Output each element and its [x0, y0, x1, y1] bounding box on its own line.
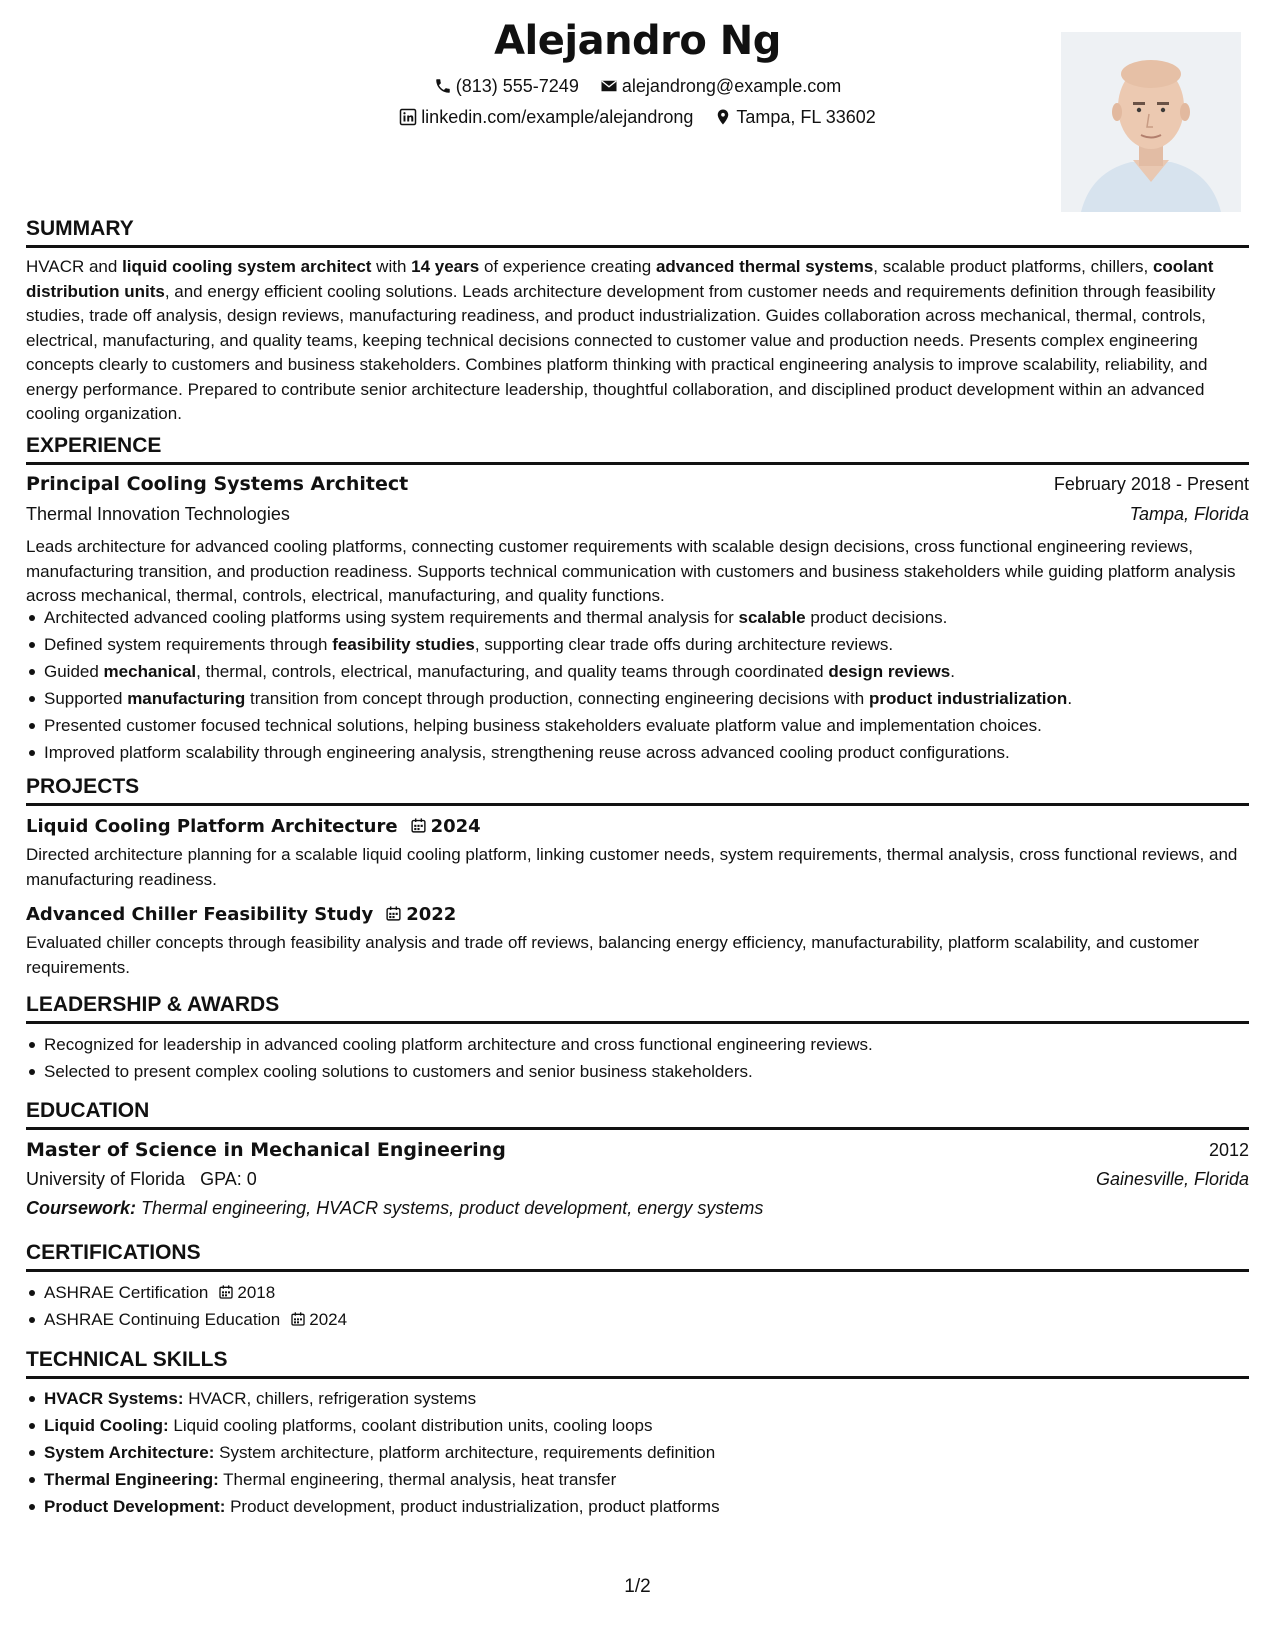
certifications-heading: CERTIFICATIONS — [26, 1241, 1249, 1272]
list-item — [44, 685, 1267, 712]
project-2-year: 2022 — [406, 904, 457, 925]
profile-photo-image — [1061, 32, 1241, 212]
profile-photo — [1061, 32, 1241, 212]
coursework-row — [26, 1196, 1249, 1220]
list-item — [44, 1385, 1267, 1412]
degree-name: Master of Science in Mechanical Engineering — [26, 1139, 506, 1161]
list-item — [44, 739, 1267, 766]
resume-page — [26, 0, 1249, 1650]
coursework-text: Thermal engineering, HVACR systems, product development, energy systems — [141, 1198, 764, 1218]
project-1-header — [26, 814, 1249, 839]
location-text: Tampa, FL 33602 — [736, 107, 876, 127]
text-run: . — [1067, 689, 1073, 708]
calendar-icon — [218, 1284, 234, 1300]
job-description: Leads architecture for advanced cooling platforms, connecting customer requirements with scalable design decisions, cross functional engineering reviews, manufacturing transition, and production readiness. Supports technical communication with customers and business stakeholders while guiding platform analysis across mechanical, thermal, controls, electrical, manufacturing, and quality functions. — [26, 537, 1236, 605]
list-item — [44, 604, 1267, 631]
calendar-icon — [410, 817, 427, 834]
gpa: GPA: 0 — [200, 1169, 257, 1189]
list-item — [44, 658, 1267, 685]
phone-item — [434, 76, 579, 97]
bold-text: advanced thermal systems — [655, 257, 874, 276]
company-name: Thermal Innovation Technologies — [26, 504, 290, 524]
text-run: Defined system requirements through — [44, 635, 333, 654]
text-run: Supported — [44, 689, 128, 708]
text-run: . — [950, 662, 955, 681]
skill-value: Thermal engineering, thermal analysis, heat transfer — [223, 1470, 617, 1489]
leadership-list — [26, 1031, 1267, 1085]
skill-value: HVACR, chillers, refrigeration systems — [188, 1389, 477, 1408]
list-item — [44, 1306, 1267, 1333]
bold-text: coolant distribution units — [26, 257, 1214, 301]
bold-text: product industrialization — [868, 689, 1068, 708]
location-item — [714, 107, 875, 128]
text-run: HVACR and — [26, 257, 123, 276]
list-item: Recognized for leadership in advanced cooling platform architecture and cross functional engineering reviews. — [44, 1031, 1267, 1058]
school-location: Gainesville, Florida — [1095, 1169, 1249, 1189]
summary-text — [26, 255, 1249, 427]
leadership-heading: LEADERSHIP & AWARDS — [26, 993, 1249, 1024]
calendar-icon — [385, 905, 402, 922]
text-run: Architected advanced cooling platforms using system requirements and thermal analysis for — [44, 608, 739, 627]
text-run: , supporting clear trade offs during architecture reviews. — [474, 635, 894, 654]
map-pin-icon — [714, 108, 732, 126]
bold-text: scalable — [738, 608, 806, 627]
list-item: Selected to present complex cooling solutions to customers and senior business stakeholders. — [44, 1058, 1267, 1085]
job-bullets — [26, 604, 1267, 766]
list-item — [44, 1439, 1267, 1466]
job-header — [26, 472, 1249, 496]
list-item — [44, 1279, 1267, 1306]
linkedin-icon — [399, 108, 417, 126]
school-name: University of Florida — [26, 1169, 186, 1189]
linkedin-item — [399, 107, 693, 128]
envelope-icon — [600, 77, 618, 95]
experience-heading: EXPERIENCE — [26, 434, 1249, 465]
project-2-name: Advanced Chiller Feasibility Study — [26, 904, 374, 925]
text-run: Guided — [44, 662, 104, 681]
bold-text: mechanical — [103, 662, 197, 681]
phone-icon — [434, 77, 452, 95]
text-run: transition from concept through production, connecting engineering decisions with — [245, 689, 869, 708]
list-item — [44, 1493, 1267, 1520]
text-run: , scalable product platforms, chillers, — [873, 257, 1153, 276]
page-number: 1/2 — [624, 1576, 651, 1597]
text-run: with — [371, 257, 412, 276]
coursework-label: Coursework: — [26, 1198, 137, 1218]
bold-text: liquid cooling system architect — [122, 257, 372, 276]
text-run: product decisions. — [805, 608, 948, 627]
project-2-header — [26, 902, 1249, 927]
job-title: Principal Cooling Systems Architect — [26, 473, 409, 495]
cert-year: 2024 — [309, 1310, 348, 1329]
skill-value: System architecture, platform architecture, requirements definition — [219, 1443, 716, 1462]
skill-value: Product development, product industrialization, product platforms — [230, 1497, 720, 1516]
text-run: Presented customer focused technical solutions, helping business stakeholders evaluate platform value and implementation choices. — [44, 716, 1042, 735]
bold-text: manufacturing — [127, 689, 246, 708]
list-item — [44, 1412, 1267, 1439]
bold-text: feasibility studies — [332, 635, 475, 654]
skill-label: HVACR Systems: — [44, 1389, 184, 1408]
skill-label: Liquid Cooling: — [44, 1416, 169, 1435]
education-heading: EDUCATION — [26, 1099, 1249, 1130]
cert-name: ASHRAE Continuing Education — [44, 1310, 281, 1329]
skills-list — [26, 1385, 1267, 1520]
job-location: Tampa, Florida — [1129, 504, 1249, 524]
job-dates: February 2018 - Present — [1053, 474, 1249, 494]
school-row — [26, 1167, 1249, 1191]
text-run: of experience creating — [479, 257, 656, 276]
text-run: , and energy efficient cooling solutions. Leads architecture development from customer needs and requirements definition through feasibility studies, trade off analysis, design reviews, manufacturing readiness, and product industrialization. Guides collaboration across mechanical, thermal, controls, electrical, manufacturing, and quality teams, keeping technical decisions connected to customer value and production needs. Presents complex engineering concepts clearly to customers and business stakeholders. Combines platform thinking with practical engineering analysis to improve scalability, reliability, and energy performance. Prepared to contribute senior architecture leadership, thoughtful collaboration, and disciplined product development within an advanced cooling organization. — [26, 281, 1216, 423]
skill-label: Product Development: — [44, 1497, 226, 1516]
list-item — [44, 712, 1267, 739]
projects-heading: PROJECTS — [26, 775, 1249, 806]
text-run: , thermal, controls, electrical, manufacturing, and quality teams through coordinated — [196, 662, 829, 681]
email-item — [600, 76, 841, 97]
skill-label: Thermal Engineering: — [44, 1470, 219, 1489]
calendar-icon — [290, 1311, 306, 1327]
degree-year: 2012 — [1208, 1140, 1249, 1160]
skill-value: Liquid cooling platforms, coolant distribution units, cooling loops — [173, 1416, 653, 1435]
project-1-year: 2024 — [430, 816, 481, 837]
email-text[interactable]: alejandrong@example.com — [621, 76, 842, 96]
phone-text[interactable]: (813) 555-7249 — [455, 76, 579, 96]
degree-row — [26, 1138, 1249, 1162]
company-row — [26, 502, 1249, 526]
candidate-name: Alejandro Ng — [494, 18, 781, 64]
summary-heading: SUMMARY — [26, 217, 1249, 248]
bold-text: 14 years — [411, 257, 480, 276]
cert-year: 2018 — [237, 1283, 276, 1302]
list-item — [44, 1466, 1267, 1493]
project-2-description: Evaluated chiller concepts through feasibility analysis and trade off reviews, balancing energy efficiency, manufacturability, platform scalability, and customer requirements. — [26, 933, 1199, 977]
skills-heading: TECHNICAL SKILLS — [26, 1348, 1249, 1379]
bold-text: design reviews — [828, 662, 951, 681]
project-1-description: Directed architecture planning for a scalable liquid cooling platform, linking customer needs, system requirements, thermal analysis, cross functional reviews, and manufacturing readiness. — [26, 845, 1238, 889]
skill-label: System Architecture: — [44, 1443, 215, 1462]
linkedin-text[interactable]: linkedin.com/example/alejandrong — [421, 107, 694, 127]
cert-name: ASHRAE Certification — [44, 1283, 209, 1302]
list-item — [44, 631, 1267, 658]
certifications-list — [26, 1279, 1267, 1333]
text-run: Improved platform scalability through engineering analysis, strengthening reuse across advanced cooling product configurations. — [44, 743, 1010, 762]
project-1-name: Liquid Cooling Platform Architecture — [26, 816, 398, 837]
